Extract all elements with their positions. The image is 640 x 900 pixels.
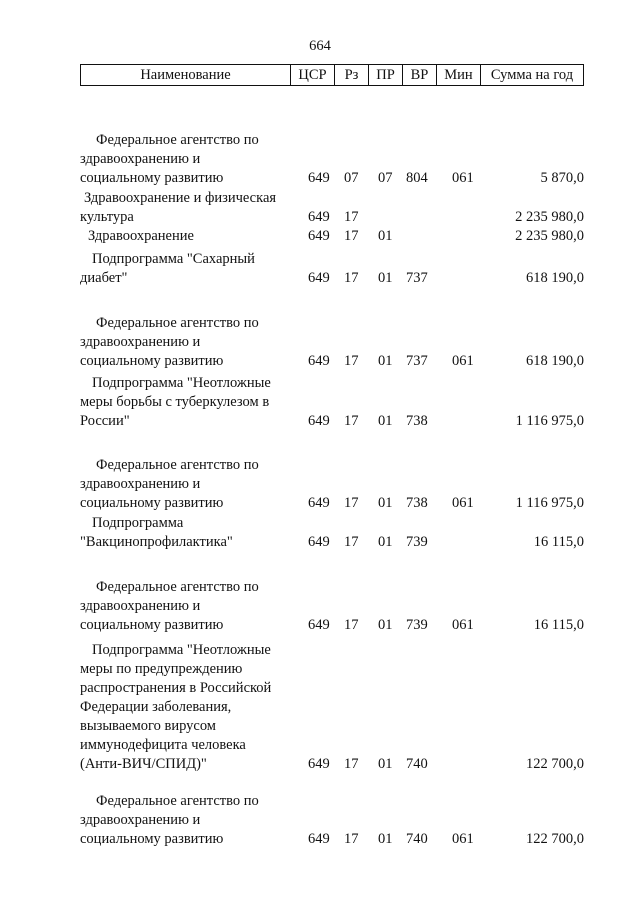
row-vr: 739 bbox=[406, 617, 428, 633]
row-pr: 01 bbox=[378, 831, 393, 847]
row-name bbox=[80, 641, 300, 774]
row-sum: 5 870,0 bbox=[540, 170, 584, 186]
row-sum: 1 116 975,0 bbox=[515, 495, 584, 511]
row-name-line: Подпрограмма "Сахарный bbox=[92, 251, 255, 267]
row-name-line: "Вакцинопрофилактика" bbox=[80, 534, 233, 550]
row-csr: 649 bbox=[308, 831, 330, 847]
row-name-line: диабет" bbox=[80, 270, 128, 286]
row-pr: 07 bbox=[378, 170, 393, 186]
row-name-line: Подпрограмма "Неотложные bbox=[92, 375, 271, 391]
row-min: 061 bbox=[452, 353, 474, 369]
header-csr: ЦСР bbox=[290, 65, 334, 85]
row-name-line: иммунодефицита человека bbox=[80, 737, 246, 753]
row-name-line: здравоохранению и bbox=[80, 334, 201, 350]
row-csr: 649 bbox=[308, 534, 330, 550]
row-sum: 618 190,0 bbox=[526, 353, 584, 369]
row-sum: 2 235 980,0 bbox=[515, 228, 584, 244]
row-rz: 17 bbox=[344, 756, 359, 772]
row-sum: 122 700,0 bbox=[526, 831, 584, 847]
row-name-line: Подпрограмма "Неотложные bbox=[92, 642, 271, 658]
row-name bbox=[80, 792, 300, 849]
row-name-line: Федеральное агентство по bbox=[96, 457, 259, 473]
row-pr: 01 bbox=[378, 495, 393, 511]
header-name: Наименование bbox=[80, 65, 290, 85]
row-name-line: Здравоохранение и физическая bbox=[84, 190, 277, 206]
row-csr: 649 bbox=[308, 170, 330, 186]
row-pr: 01 bbox=[378, 756, 393, 772]
row-name-line: здравоохранению и bbox=[80, 812, 201, 828]
row-name bbox=[80, 189, 300, 227]
row-name bbox=[80, 314, 300, 371]
row-name-line: социальному развитию bbox=[80, 170, 224, 186]
row-name-line: Федерации заболевания, bbox=[80, 699, 232, 715]
row-vr: 740 bbox=[406, 756, 428, 772]
row-name-line: социальному развитию bbox=[80, 353, 224, 369]
row-name bbox=[80, 514, 300, 552]
page-number: 664 bbox=[309, 38, 331, 54]
row-vr: 738 bbox=[406, 495, 428, 511]
header-vr: ВР bbox=[402, 65, 436, 85]
row-name bbox=[80, 374, 300, 431]
row-csr: 649 bbox=[308, 756, 330, 772]
header-pr: ПР bbox=[368, 65, 402, 85]
row-rz: 07 bbox=[344, 170, 359, 186]
row-pr: 01 bbox=[378, 534, 393, 550]
row-name-line: Федеральное агентство по bbox=[96, 579, 259, 595]
row-rz: 17 bbox=[344, 209, 359, 225]
row-name bbox=[80, 131, 300, 188]
row-name-line: Здравоохранение bbox=[88, 228, 194, 244]
row-name-line: России" bbox=[80, 413, 130, 429]
row-rz: 17 bbox=[344, 353, 359, 369]
row-name bbox=[80, 250, 300, 288]
row-name-line: Подпрограмма bbox=[92, 515, 184, 531]
row-rz: 17 bbox=[344, 228, 359, 244]
row-rz: 17 bbox=[344, 617, 359, 633]
row-name-line: культура bbox=[80, 209, 134, 225]
header-sum: Сумма на год bbox=[480, 65, 584, 85]
row-pr: 01 bbox=[378, 228, 393, 244]
row-sum: 1 116 975,0 bbox=[515, 413, 584, 429]
row-pr: 01 bbox=[378, 270, 393, 286]
row-name-line: Федеральное агентство по bbox=[96, 132, 259, 148]
row-csr: 649 bbox=[308, 209, 330, 225]
row-pr: 01 bbox=[378, 353, 393, 369]
header-rz: Рз bbox=[334, 65, 368, 85]
row-rz: 17 bbox=[344, 495, 359, 511]
row-sum: 2 235 980,0 bbox=[515, 209, 584, 225]
row-min: 061 bbox=[452, 617, 474, 633]
row-name-line: здравоохранению и bbox=[80, 151, 201, 167]
row-sum: 122 700,0 bbox=[526, 756, 584, 772]
row-rz: 17 bbox=[344, 831, 359, 847]
row-name bbox=[80, 456, 300, 513]
row-pr: 01 bbox=[378, 617, 393, 633]
row-name-line: меры по предупреждению bbox=[80, 661, 243, 677]
table-header bbox=[80, 64, 584, 86]
row-csr: 649 bbox=[308, 495, 330, 511]
row-name-line: меры борьбы с туберкулезом в bbox=[80, 394, 270, 410]
row-name-line: (Анти-ВИЧ/СПИД)" bbox=[80, 756, 207, 772]
row-name-line: здравоохранению и bbox=[80, 598, 201, 614]
row-rz: 17 bbox=[344, 270, 359, 286]
row-vr: 737 bbox=[406, 353, 428, 369]
row-name bbox=[80, 578, 300, 635]
row-name-line: социальному развитию bbox=[80, 831, 224, 847]
row-name-line: социальному развитию bbox=[80, 495, 224, 511]
row-vr: 738 bbox=[406, 413, 428, 429]
row-vr: 740 bbox=[406, 831, 428, 847]
row-csr: 649 bbox=[308, 617, 330, 633]
row-min: 061 bbox=[452, 170, 474, 186]
row-min: 061 bbox=[452, 495, 474, 511]
row-csr: 649 bbox=[308, 270, 330, 286]
row-vr: 739 bbox=[406, 534, 428, 550]
row-name bbox=[80, 227, 300, 246]
row-name-line: вызываемого вирусом bbox=[80, 718, 216, 734]
row-min: 061 bbox=[452, 831, 474, 847]
row-pr: 01 bbox=[378, 413, 393, 429]
row-name-line: социальному развитию bbox=[80, 617, 224, 633]
row-name-line: Федеральное агентство по bbox=[96, 793, 259, 809]
row-name-line: Федеральное агентство по bbox=[96, 315, 259, 331]
row-name-line: распространения в Российской bbox=[80, 680, 272, 696]
row-csr: 649 bbox=[308, 413, 330, 429]
row-vr: 804 bbox=[406, 170, 428, 186]
row-vr: 737 bbox=[406, 270, 428, 286]
row-name-line: здравоохранению и bbox=[80, 476, 201, 492]
row-rz: 17 bbox=[344, 534, 359, 550]
row-rz: 17 bbox=[344, 413, 359, 429]
row-sum: 16 115,0 bbox=[533, 534, 584, 550]
row-sum: 16 115,0 bbox=[533, 617, 584, 633]
row-sum: 618 190,0 bbox=[526, 270, 584, 286]
row-csr: 649 bbox=[308, 353, 330, 369]
header-min: Мин bbox=[436, 65, 480, 85]
row-csr: 649 bbox=[308, 228, 330, 244]
